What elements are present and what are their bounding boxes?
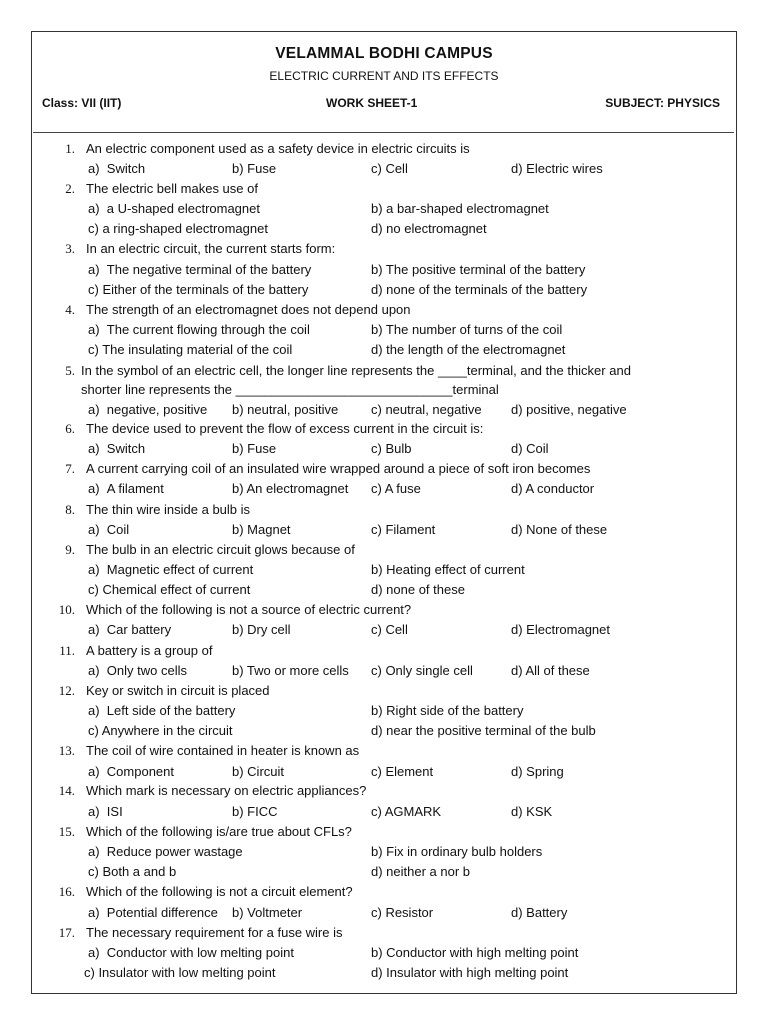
subject-label: SUBJECT: PHYSICS [605,96,720,110]
question-text: In an electric circuit, the current starts form: [86,241,336,256]
question-number: 9. [65,542,75,557]
option-b: b) Fuse [232,161,277,176]
option-b: b) Magnet [232,522,291,537]
option-c: c) Either of the terminals of the battery [88,282,309,297]
option-d: d) Spring [511,764,564,779]
question-text: Which of the following is not a source of electric current? [86,602,412,617]
class-label: Class: VII (IIT) [42,96,122,110]
option-d: d) A conductor [511,481,595,496]
question-number: 10. [58,602,75,617]
school-name: VELAMMAL BODHI CAMPUS [275,45,493,62]
worksheet-topic: ELECTRIC CURRENT AND ITS EFFECTS [269,69,499,83]
option-c: c) Both a and b [88,864,177,879]
question-text: Which of the following is/are true about CFLs? [86,824,352,839]
question-text: A current carrying coil of an insulated wire wrapped around a piece of soft iron becomes [86,461,591,476]
option-c: c) AGMARK [371,804,442,819]
question-number: 3. [65,241,75,256]
question-number: 5. [65,363,75,378]
option-b: b) Voltmeter [232,905,303,920]
option-c: c) Cell [371,161,408,176]
question-text: A battery is a group of [86,643,213,658]
option-a: a) Coil [88,522,130,537]
question-text: In the symbol of an electric cell, the longer line represents the ____terminal, and the thicker and [81,363,631,378]
question-number: 7. [65,461,75,476]
question-text: Which of the following is not a circuit element? [86,884,353,899]
option-b: b) neutral, positive [232,402,339,417]
question-text: The thin wire inside a bulb is [86,502,251,517]
question-text: An electric component used as a safety device in electric circuits is [86,141,470,156]
option-c: c) Bulb [371,441,412,456]
option-a: a) Left side of the battery [88,703,236,718]
option-d: d) the length of the electromagnet [371,342,566,357]
option-b: b) The positive terminal of the battery [371,262,586,277]
option-d: d) no electromagnet [371,221,487,236]
question-number: 16. [58,884,75,899]
option-a: a) Magnetic effect of current [88,562,254,577]
question-number: 13. [58,743,75,758]
option-a: a) negative, positive [88,402,208,417]
option-c: c) The insulating material of the coil [88,342,293,357]
option-d: d) Electric wires [511,161,603,176]
option-b: b) An electromagnet [232,481,349,496]
option-d: d) None of these [511,522,608,537]
option-c: c) a ring-shaped electromagnet [88,221,268,236]
option-c: c) Insulator with low melting point [84,965,276,980]
option-d: d) Electromagnet [511,622,610,637]
question-number: 17. [58,925,75,940]
option-a: a) Switch [88,441,146,456]
question-number: 2. [65,181,75,196]
option-d: d) near the positive terminal of the bulb [371,723,596,738]
option-d: d) All of these [511,663,590,678]
question-number: 1. [65,141,75,156]
option-a: a) A filament [88,481,164,496]
option-a: a) The current flowing through the coil [88,322,310,337]
option-a: a) The negative terminal of the battery [88,262,312,277]
question-number: 8. [65,502,75,517]
worksheet-label: WORK SHEET-1 [326,96,418,110]
option-b: b) Right side of the battery [371,703,524,718]
question-text: The electric bell makes use of [86,181,258,196]
option-b: b) Two or more cells [232,663,349,678]
question-number: 4. [65,302,75,317]
question-number: 14. [58,783,75,798]
option-c: c) Element [371,764,434,779]
option-b: b) a bar-shaped electromagnet [371,201,549,216]
header-divider [33,132,734,133]
option-b: b) FICC [232,804,278,819]
option-a: a) Only two cells [88,663,187,678]
option-b: b) Conductor with high melting point [371,945,579,960]
question-number: 6. [65,421,75,436]
option-d: d) positive, negative [511,402,627,417]
question-text: The strength of an electromagnet does not depend upon [86,302,411,317]
question-text: The necessary requirement for a fuse wire is [86,925,343,940]
option-b: b) Circuit [232,764,285,779]
question-text-continued: shorter line represents the ______________________________terminal [81,382,499,397]
question-number: 11. [59,643,75,658]
option-c: c) Chemical effect of current [88,582,251,597]
question-number: 15. [58,824,75,839]
option-c: c) Anywhere in the circuit [88,723,233,738]
option-a: a) a U-shaped electromagnet [88,201,260,216]
option-d: d) neither a nor b [371,864,471,879]
option-b: b) Fuse [232,441,277,456]
question-text: The device used to prevent the flow of excess current in the circuit is: [86,421,484,436]
option-a: a) Switch [88,161,146,176]
option-c: c) Cell [371,622,408,637]
question-text: Key or switch in circuit is placed [86,683,270,698]
option-d: d) Battery [511,905,568,920]
option-d: d) Coil [511,441,549,456]
option-b: b) Heating effect of current [371,562,525,577]
option-d: d) Insulator with high melting point [371,965,569,980]
option-c: c) Resistor [371,905,434,920]
option-d: d) KSK [511,804,553,819]
option-c: c) Filament [371,522,436,537]
option-a: a) Car battery [88,622,172,637]
option-a: a) Conductor with low melting point [88,945,294,960]
option-a: a) Component [88,764,174,779]
option-a: a) ISI [88,804,123,819]
option-c: c) neutral, negative [371,402,482,417]
question-number: 12. [58,683,75,698]
option-b: b) Dry cell [232,622,291,637]
question-text: The bulb in an electric circuit glows because of [86,542,355,557]
option-b: b) The number of turns of the coil [371,322,563,337]
option-c: c) A fuse [371,481,421,496]
option-c: c) Only single cell [371,663,473,678]
question-text: Which mark is necessary on electric appliances? [86,783,367,798]
option-d: d) none of these [371,582,465,597]
option-b: b) Fix in ordinary bulb holders [371,844,543,859]
option-a: a) Reduce power wastage [88,844,243,859]
option-d: d) none of the terminals of the battery [371,282,588,297]
option-a: a) Potential difference [88,905,218,920]
question-text: The coil of wire contained in heater is known as [86,743,360,758]
